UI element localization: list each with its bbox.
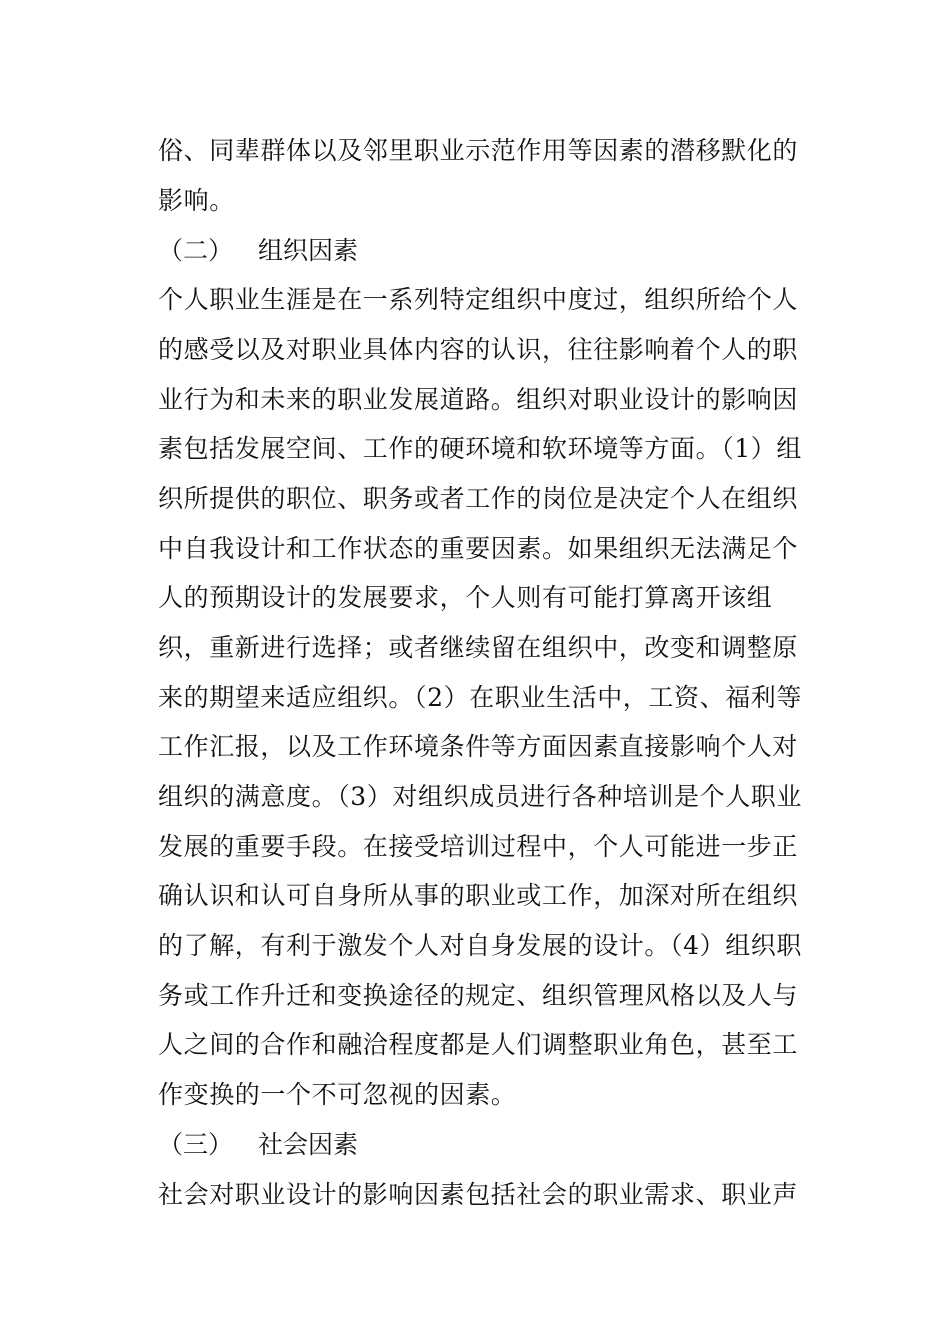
paragraph-line: 发展的重要手段。在接受培训过程中，个人可能进一步正 [158,832,799,861]
paragraph-line: 来的期望来适应组织。（2）在职业生活中，工资、福利等 [158,683,803,712]
paragraph-line: 素包括发展空间、工作的硬环境和软环境等方面。（1）组 [158,434,803,463]
section-heading-society [158,1130,358,1160]
paragraph-line: 的感受以及对职业具体内容的认识，往往影响着个人的职 [158,335,799,364]
section-number: （三） [158,1130,234,1159]
paragraph-line: 中自我设计和工作状态的重要因素。如果组织无法满足个 [158,534,799,563]
paragraph-line: 社会对职业设计的影响因素包括社会的职业需求、职业声 [158,1180,799,1209]
paragraph-line: 人的预期设计的发展要求，个人则有可能打算离开该组 [158,583,773,612]
section-title: 组织因素 [258,236,359,265]
paragraph-line: 织所提供的职位、职务或者工作的岗位是决定个人在组织 [158,484,799,513]
paragraph-line: 的了解，有利于激发个人对自身发展的设计。（4）组织职 [158,931,803,960]
paragraph-line: 人之间的合作和融洽程度都是人们调整职业角色，甚至工 [158,1030,799,1059]
paragraph-line: 务或工作升迁和变换途径的规定、组织管理风格以及人与 [158,981,799,1010]
paragraph-line: 个人职业生涯是在一系列特定组织中度过，组织所给个人 [158,285,799,314]
section-number: （二） [158,236,234,265]
paragraph-line: 织，重新进行选择；或者继续留在组织中，改变和调整原 [158,633,799,662]
paragraph-line: 工作汇报，以及工作环境条件等方面因素直接影响个人对 [158,732,799,761]
section-heading-organization [158,236,358,266]
paragraph-line: 俗、同辈群体以及邻里职业示范作用等因素的潜移默化的 [158,136,799,165]
paragraph-line: 确认识和认可自身所从事的职业或工作，加深对所在组织 [158,881,799,910]
paragraph-line: 影响。 [158,186,235,215]
section-title: 社会因素 [258,1130,359,1159]
paragraph-line: 业行为和未来的职业发展道路。组织对职业设计的影响因 [158,385,799,414]
paragraph-line: 作变换的一个不可忽视的因素。 [158,1080,517,1109]
paragraph-line: 组织的满意度。（3）对组织成员进行各种培训是个人职业 [158,782,803,811]
